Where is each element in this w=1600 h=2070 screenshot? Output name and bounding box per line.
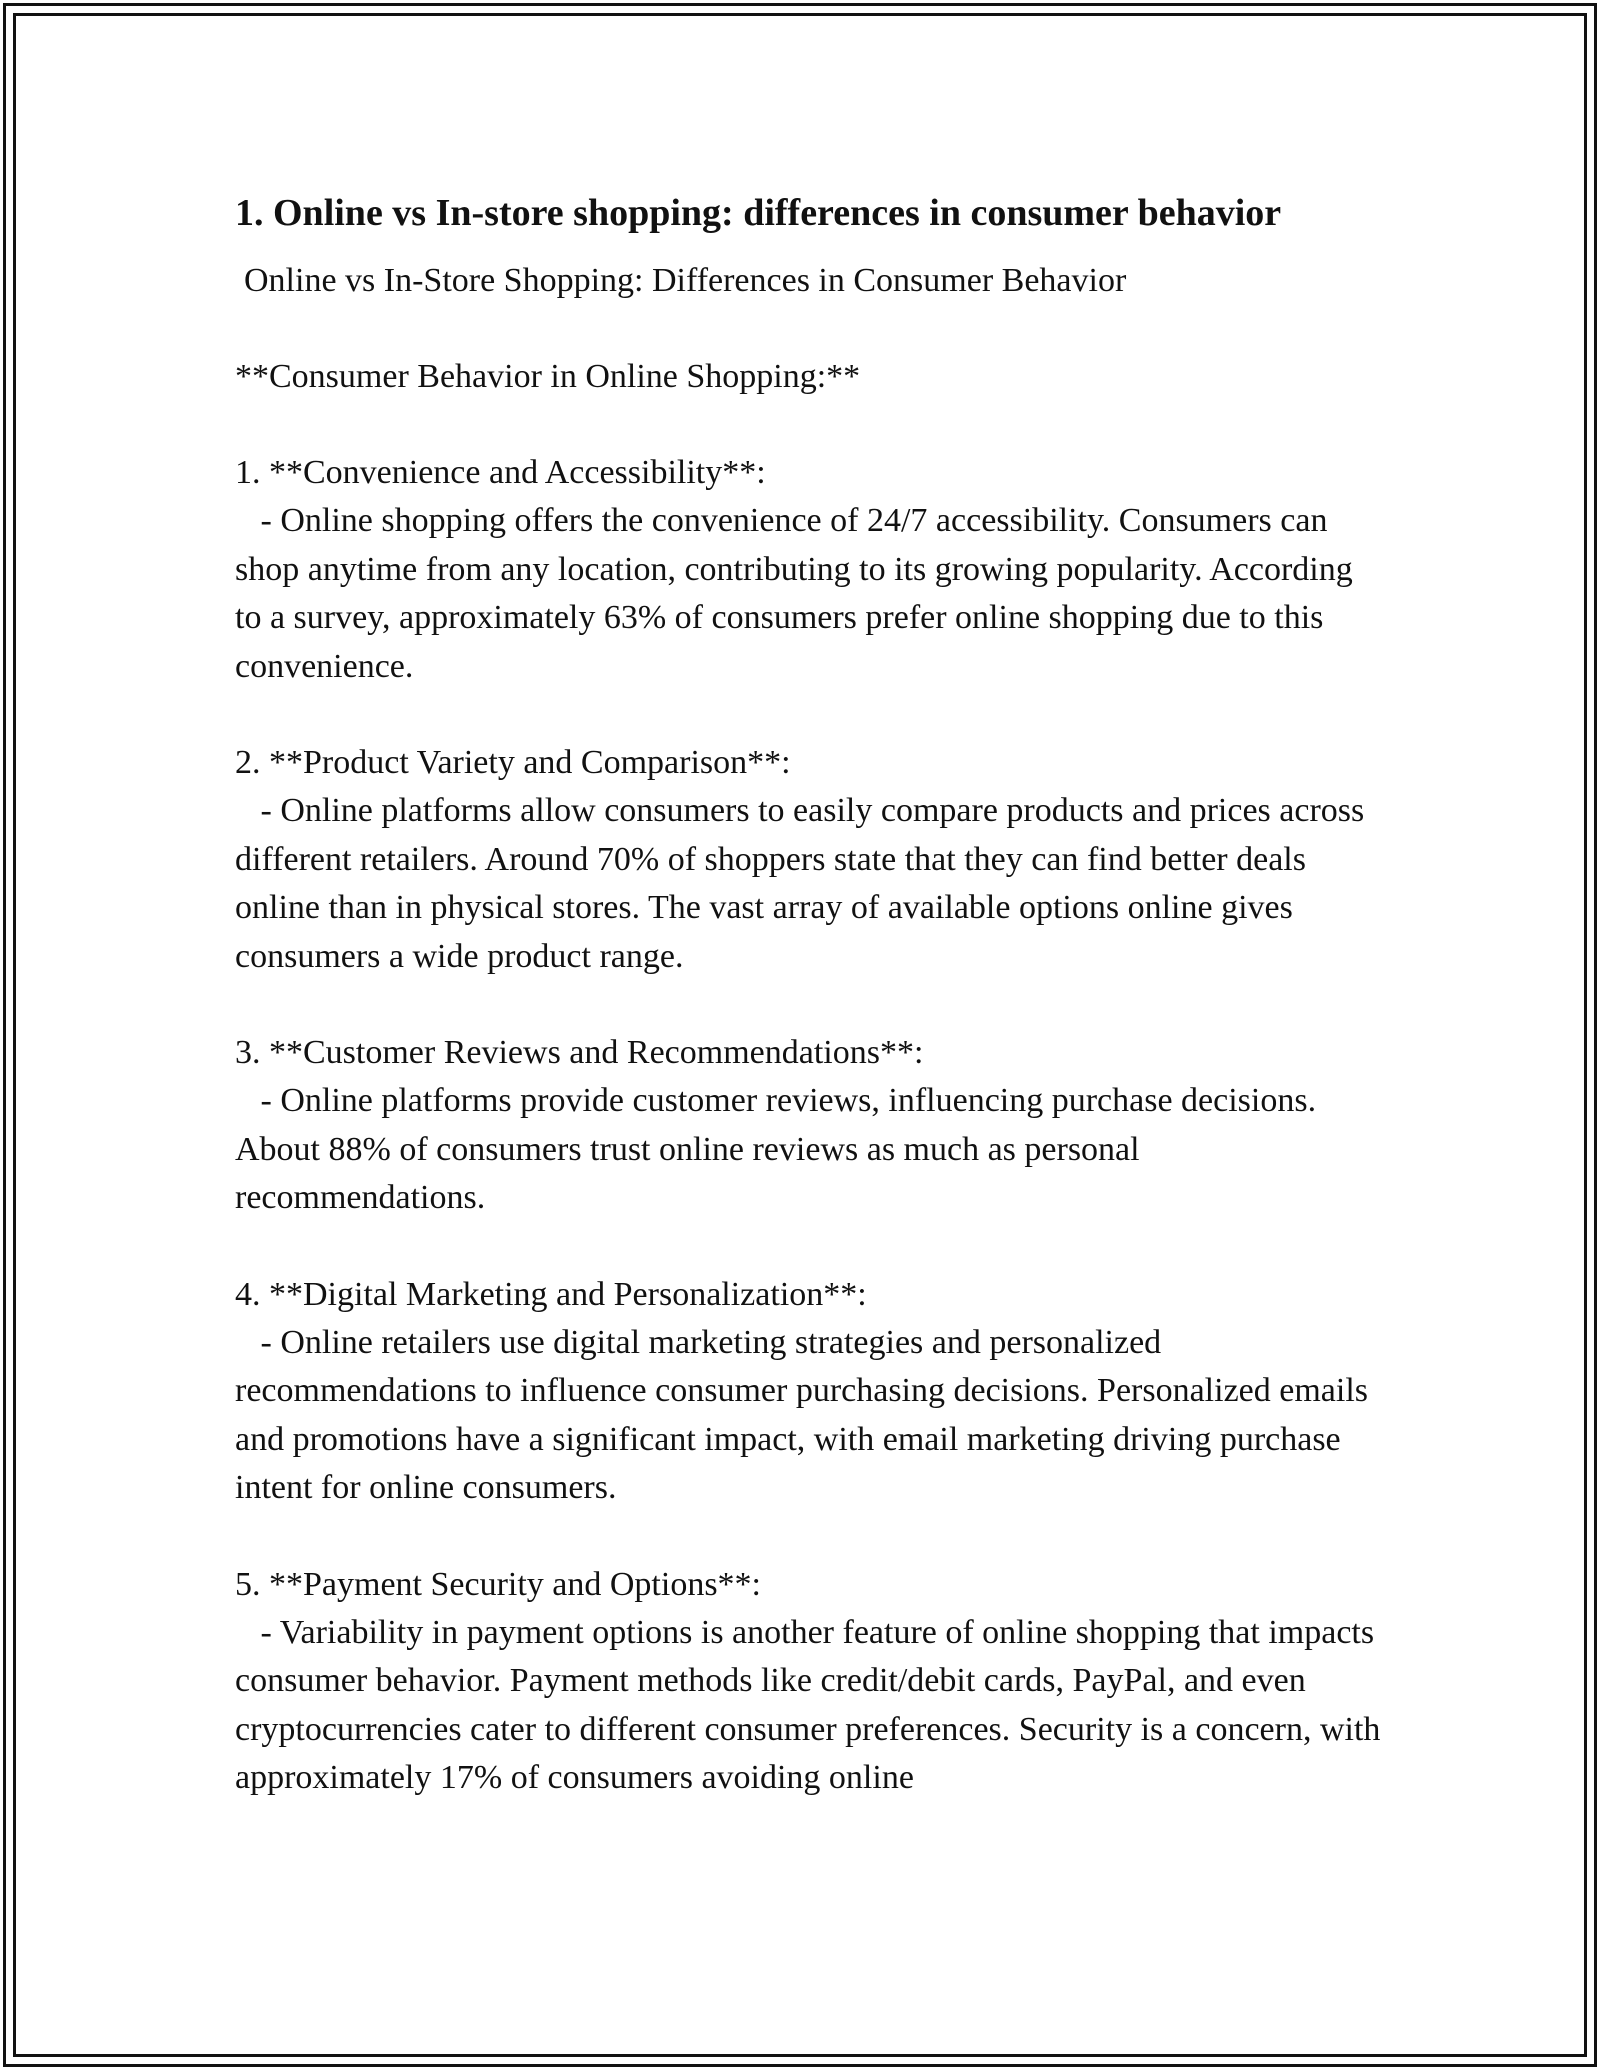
point-body: - Online platforms allow consumers to easily compare products and prices across different retailers. Around 70% of shoppers state that they can find better deals online than in physical stores. The vast array of available options online gives consumers a wide product range. (235, 792, 1373, 975)
point-heading: 1. **Convenience and Accessibility**: (235, 454, 766, 491)
point-body: - Variability in payment options is another feature of online shopping that impacts consumer behavior. Payment methods like credit/debit cards, PayPal, and even cryptocurrencies cater to different consumer preferences. Security is a concern, with approximately 17% of consumers avoiding online (235, 1613, 1389, 1796)
document-title: 1. Online vs In-store shopping: differences in consumer behavior (235, 192, 1282, 234)
document-body (235, 185, 1389, 1803)
list-item (235, 739, 1385, 981)
point-body: - Online platforms provide customer reviews, influencing purchase decisions. About 88% of consumers trust online reviews as much as personal recommendations. (235, 1082, 1323, 1216)
point-heading: 2. **Product Variety and Comparison**: (235, 744, 791, 781)
point-heading: 5. **Payment Security and Options**: (235, 1565, 762, 1603)
point-body: - Online retailers use digital marketing strategies and personalized recommendations to influence consumer purchasing decisions. Personalized emails and promotions have a significant impact, with email marketing driving purchase intent for online consumers. (235, 1323, 1377, 1506)
point-body: - Online shopping offers the convenience of 24/7 accessibility. Consumers can shop anytime from any location, contributing to its growing popularity. According to a survey, approximately 63% of consumers prefer online shopping due to this convenience. (235, 502, 1362, 685)
list-item (235, 1561, 1389, 1803)
list-item (235, 1271, 1385, 1513)
point-heading: 4. **Digital Marketing and Personalization**: (235, 1275, 867, 1313)
list-item (235, 1029, 1385, 1223)
point-heading: 3. **Customer Reviews and Recommendations**: (235, 1034, 924, 1071)
document-subtitle: Online vs In-Store Shopping: Differences in Consumer Behavior (244, 262, 1127, 299)
list-item (235, 449, 1385, 691)
section-heading: **Consumer Behavior in Online Shopping:** (235, 358, 861, 395)
